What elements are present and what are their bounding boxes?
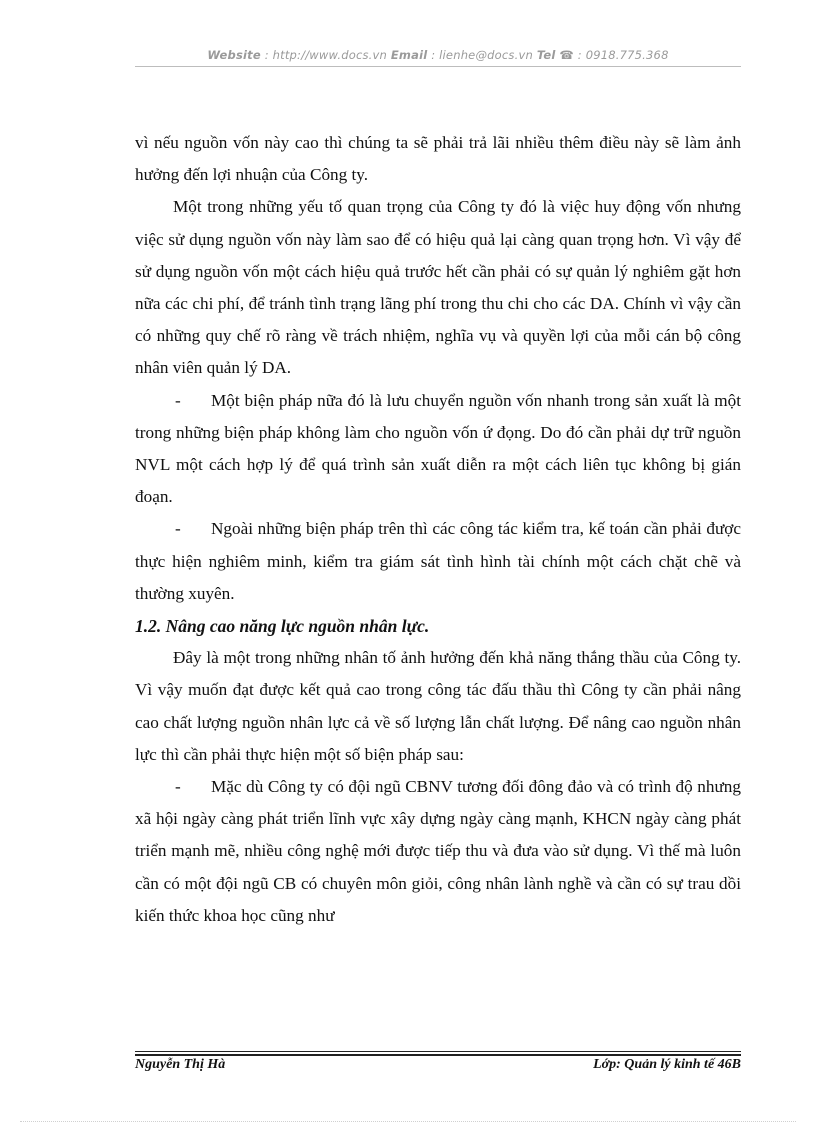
email-label: Email	[390, 48, 428, 62]
tel-value: ☎ : 0918.775.368	[555, 48, 669, 62]
page-bottom-dotted-line	[20, 1121, 796, 1122]
bullet-item-1	[135, 385, 741, 514]
bullet-dash: -	[175, 519, 181, 539]
footer-author: Nguyễn Thị Hà	[135, 1057, 226, 1072]
paragraph-3: Đây là một trong những nhân tố ảnh hưởng đến khả năng thắng thầu của Công ty. Vì vậy muốn đạt được kết quả cao trong công tác đấu thầu thì Công ty cần phải nâng cao chất lượng nguồn nhân lực cả về số lượng lẫn chất lượng. Để nâng cao nguồn nhân lực thì cần phải thực hiện một số biện pháp sau:	[135, 648, 741, 764]
bullet-dash: -	[175, 390, 181, 410]
bullet-item-2	[135, 513, 741, 610]
bullet-item-3	[135, 771, 741, 932]
footer-class: Lớp: Quản lý kinh tế 46B	[593, 1057, 741, 1072]
section-heading: 1.2. Nâng cao năng lực nguồn nhân lực.	[135, 616, 430, 637]
paragraph-1: vì nếu nguồn vốn này cao thì chúng ta sẽ phải trả lãi nhiều thêm điều này sẽ làm ảnh hưởng đến lợi nhuận của Công ty.	[135, 133, 741, 185]
paragraph-2: Một trong những yếu tố quan trọng của Công ty đó là việc huy động vốn nhưng việc sử dụng nguồn vốn này làm sao để có hiệu quả lại càng quan trọng hơn. Vì vậy để sử dụng nguồn vốn một cách hiệu quả trước hết cần phải có sự quản lý nghiêm gặt hơn nữa các chi phí, để tránh tình trạng lãng phí trong thu chi cho các DA. Chính vì vậy cần có những quy chế rõ ràng về trách nhiệm, nghĩa vụ và quyền lợi của mỗi cán bộ công nhân viên quản lý DA.	[135, 197, 741, 378]
document-body	[135, 127, 741, 932]
email-value: : lienhe@docs.vn	[427, 48, 537, 62]
bullet-dash: -	[175, 777, 181, 797]
footer-divider-thick	[135, 1054, 741, 1056]
bullet-text-3: Mặc dù Công ty có đội ngũ CBNV tương đối đông đảo và có trình độ nhưng xã hội ngày càng phát triển lĩnh vực xây dựng ngày càng mạnh, KHCN ngày càng phát triển mạnh mẽ, nhiều công nghệ mới được tiếp thu và đưa vào sử dụng. Vì thế mà luôn cần có một đội ngũ CB có chuyên môn giỏi, công nhân lành nghề và cần có sự trau dồi kiến thức khoa học cũng như	[135, 777, 741, 925]
bullet-text-1: Một biện pháp nữa đó là lưu chuyển nguồn vốn nhanh trong sản xuất là một trong những biện pháp không làm cho nguồn vốn ứ đọng. Do đó cần phải dự trữ nguồn NVL một cách hợp lý để quá trình sản xuất diễn ra một cách liên tục không bị gián đoạn.	[135, 390, 741, 507]
footer-divider-thin	[135, 1051, 741, 1052]
header-divider	[135, 66, 741, 67]
website-label: Website	[207, 48, 261, 62]
page-header	[135, 48, 741, 62]
page-footer	[135, 1057, 741, 1077]
tel-label: Tel	[536, 48, 556, 62]
website-value: : http://www.docs.vn	[260, 48, 391, 62]
bullet-text-2: Ngoài những biện pháp trên thì các công tác kiểm tra, kế toán cần phải được thực hiện nghiêm minh, kiểm tra giám sát tình hình tài chính một cách chặt chẽ và thường xuyên.	[135, 519, 741, 603]
